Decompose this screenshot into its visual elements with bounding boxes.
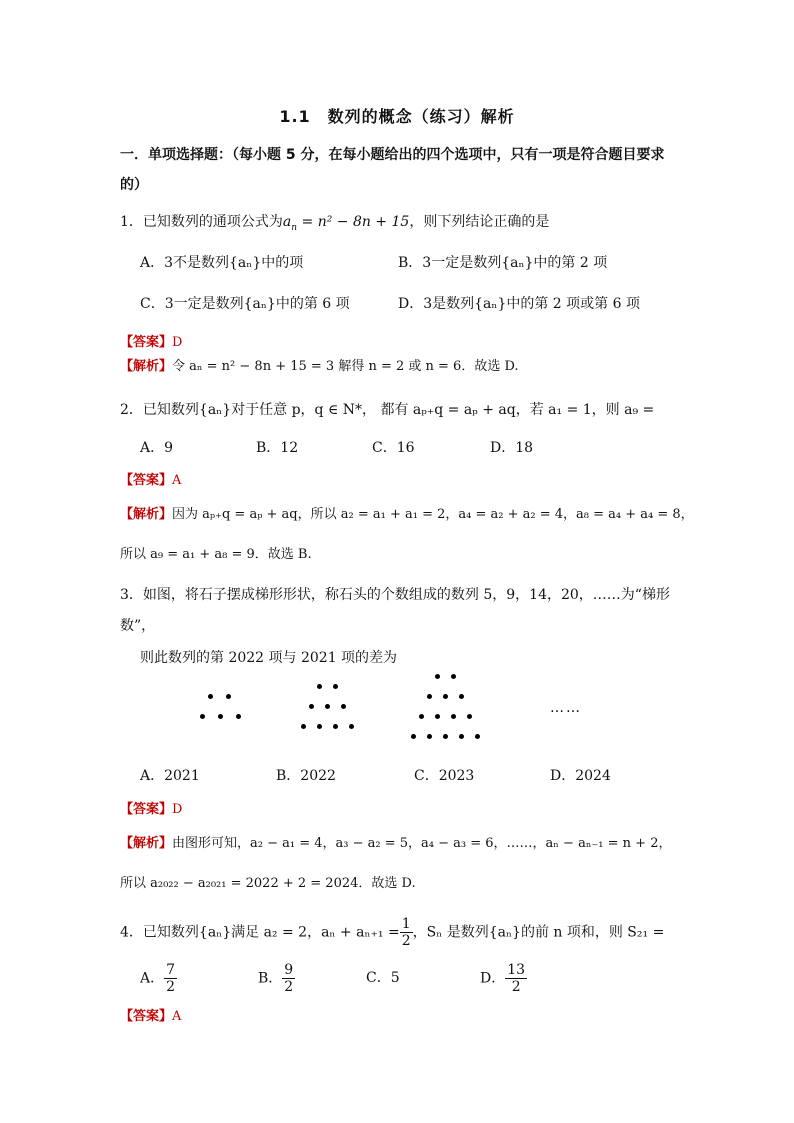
stone-dot [208,694,213,699]
stone-dot [317,684,322,689]
q1-stem-post: ，则下列结论正确的是 [409,214,550,230]
stone-dot [301,724,306,729]
q1-stem-pre: 1．已知数列的通项公式为 [120,214,283,230]
q1-stem [120,212,549,238]
stone-dot [200,714,205,719]
q2-option-b: B．12 [256,440,299,456]
stone-dot [427,694,432,699]
stone-dot [349,724,354,729]
stone-dot [341,704,346,709]
q3-stem-line1: 3．如图，将石子摆成梯形形状，称石头的个数组成的数列 5，9，14，20，……为“梯形 [120,587,670,603]
stone-dot [309,704,314,709]
section-heading-line1: 一．单项选择题：（每小题 5 分，在每小题给出的四个选项中，只有一项是符合题目要求 [120,147,665,163]
stone-dot [427,734,432,739]
section-heading-line2: 的） [120,177,148,193]
q1-option-c: C．3一定是数列{aₙ}中的第 6 项 [140,296,350,312]
stone-dot [443,734,448,739]
stone-dot [333,684,338,689]
q4-option-d: D． $\frac{13}{2}$ [480,962,526,995]
q1-option-d: D．3是数列{aₙ}中的第 2 项或第 6 项 [398,296,640,312]
stone-dot [435,714,440,719]
trapezoid-dots-figure [190,680,610,750]
q4-fraction: $\frac{1}{2}$ [401,916,411,949]
q2-analysis-line2: 所以 a₉ = a₁ + a₈ = 9．故选 B. [120,547,312,562]
stone-dot [325,704,330,709]
q2-stem: 2．已知数列{aₙ}对于任意 p，q ∈ N*， 都有 aₚ₊q = aₚ + aq，若 a₁ = 1，则 a₉ = [120,402,655,418]
q4-option-a: A． $\frac{7}{2}$ [140,962,176,995]
q3-option-b: B．2022 [276,768,336,784]
stone-dot [317,724,322,729]
stone-dot [236,714,241,719]
q3-option-d: D．2024 [550,768,611,784]
q2-option-c: C．16 [372,440,415,456]
stone-dot [475,734,480,739]
q1-analysis: 【解析】令 aₙ = n² − 8n + 15 = 3 解得 n = 2 或 n = 6．故选 D. [120,359,519,374]
q3-option-a: A．2021 [140,768,200,784]
q2-analysis: 【解析】因为 aₚ₊q = aₚ + aq，所以 a₂ = a₁ + a₁ = 2，a₄ = a₂ + a₂ = 4，a₈ = a₄ + a₄ = 8， [120,507,694,522]
q3-option-c: C．2023 [414,768,475,784]
q3-answer: 【答案】D [120,802,183,817]
stone-dot [226,694,231,699]
q2-answer: 【答案】A [120,473,182,488]
stone-dot [459,734,464,739]
q1-option-b: B．3一定是数列{aₙ}中的第 2 项 [398,255,608,271]
q1-option-a: A．3不是数列{aₙ}中的项 [140,255,304,271]
stone-dot [451,674,456,679]
q4-answer: 【答案】A [120,1009,182,1024]
stone-dot [435,674,440,679]
stone-dot [333,724,338,729]
stone-dot [419,714,424,719]
stone-dot [443,694,448,699]
q4-option-b: B． $\frac{9}{2}$ [258,962,294,995]
q4-stem: 4．已知数列{aₙ}满足 a₂ = 2，aₙ + aₙ₊₁ = $\frac{1}{2}$ ，Sₙ 是数列{aₙ}的前 n 项和，则 S₂₁ = [120,916,665,949]
stone-dot [451,714,456,719]
figure-ellipsis: …… [550,700,582,716]
q3-stem-line3: 则此数列的第 2022 项与 2021 项的差为 [140,650,398,666]
stone-dot [218,714,223,719]
section-heading [120,140,680,200]
q3-analysis-line2: 所以 a₂₀₂₂ − a₂₀₂₁ = 2022 + 2 = 2024．故选 D. [120,876,416,891]
q4-option-c: C．5 [366,970,400,986]
q3-analysis: 【解析】由图形可知，a₂ − a₁ = 4，a₃ − a₂ = 5，a₄ − a₃ = 6，……，aₙ − aₙ₋₁ = n + 2， [120,836,672,851]
stone-dot [411,734,416,739]
q3-stem-line2: 数”， [120,618,156,634]
q1-formula: $a_n = n^2 - 8n + 15$ [282,214,410,233]
q2-option-a: A．9 [140,440,174,456]
stone-dot [459,694,464,699]
q1-answer: 【答案】D [120,335,183,350]
stone-dot [467,714,472,719]
q2-option-d: D．18 [490,440,534,456]
page-title: 1.1 数列的概念（练习）解析 [279,107,515,126]
